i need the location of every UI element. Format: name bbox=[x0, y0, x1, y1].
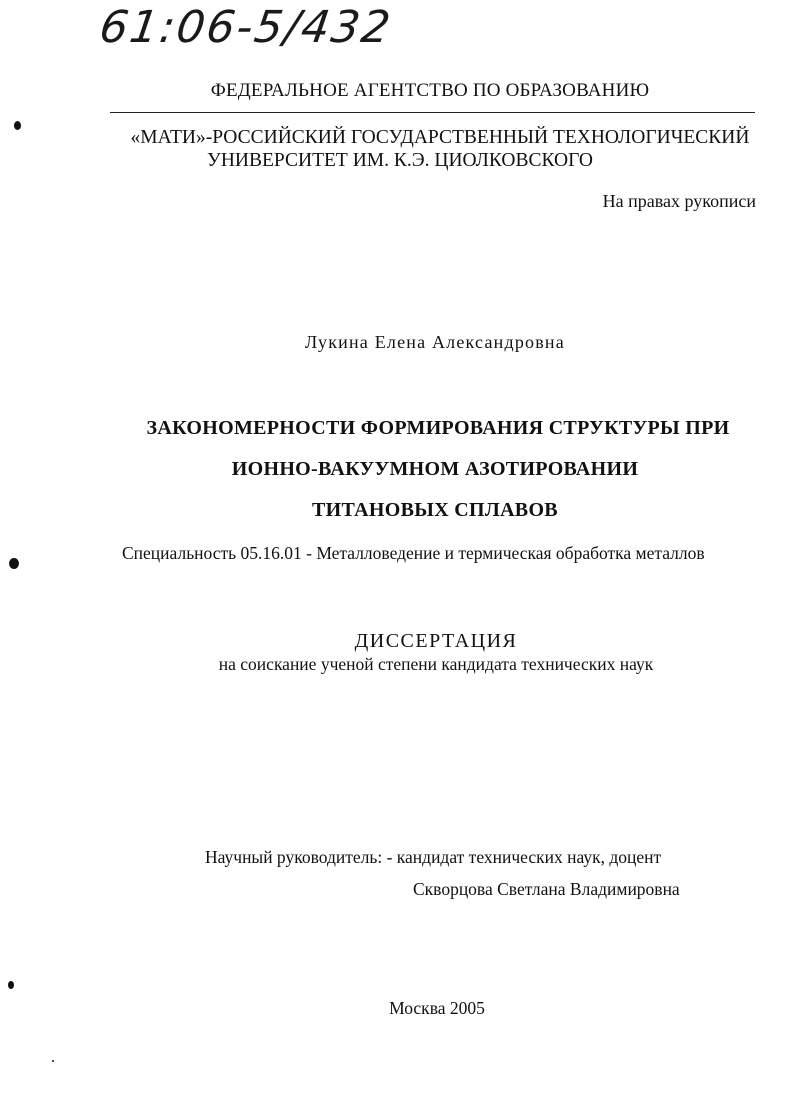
agency-name: ФЕДЕРАЛЬНОЕ АГЕНТСТВО ПО ОБРАЗОВАНИЮ bbox=[210, 80, 650, 101]
handwritten-archive-code: 61:06-5/432 bbox=[96, 2, 396, 53]
agency-underline bbox=[110, 112, 755, 113]
thesis-title-line1: ЗАКОНОМЕРНОСТИ ФОРМИРОВАНИЯ СТРУКТУРЫ ПРИ bbox=[146, 417, 730, 439]
specialty-line: Специальность 05.16.01 - Металловедение и термическая обработка металлов bbox=[122, 543, 705, 563]
university-name-line2: УНИВЕРСИТЕТ ИМ. К.Э. ЦИОЛКОВСКОГО bbox=[207, 150, 593, 171]
degree-line: на соискание ученой степени кандидата технических наук bbox=[218, 654, 654, 674]
thesis-title-line2: ИОННО-ВАКУУМНОМ АЗОТИРОВАНИИ bbox=[231, 458, 639, 480]
advisor-line2: Скворцова Светлана Владимировна bbox=[413, 879, 680, 899]
scan-speck bbox=[52, 1060, 54, 1062]
advisor-line1: Научный руководитель: - кандидат технических наук, доцент bbox=[205, 847, 662, 867]
city-year: Москва 2005 bbox=[389, 998, 485, 1018]
thesis-title-line3: ТИТАНОВЫХ СПЛАВОВ bbox=[312, 499, 558, 521]
document-type: ДИССЕРТАЦИЯ bbox=[354, 630, 518, 652]
scan-speck bbox=[8, 981, 14, 989]
author-name: Лукина Елена Александровна bbox=[305, 332, 565, 352]
manuscript-rights-note: На правах рукописи bbox=[602, 191, 756, 211]
university-name-line1: «МАТИ»-РОССИЙСКИЙ ГОСУДАРСТВЕННЫЙ ТЕХНОЛОГИЧЕСКИЙ bbox=[130, 127, 750, 148]
scan-speck bbox=[9, 558, 19, 569]
scan-speck bbox=[14, 121, 21, 130]
